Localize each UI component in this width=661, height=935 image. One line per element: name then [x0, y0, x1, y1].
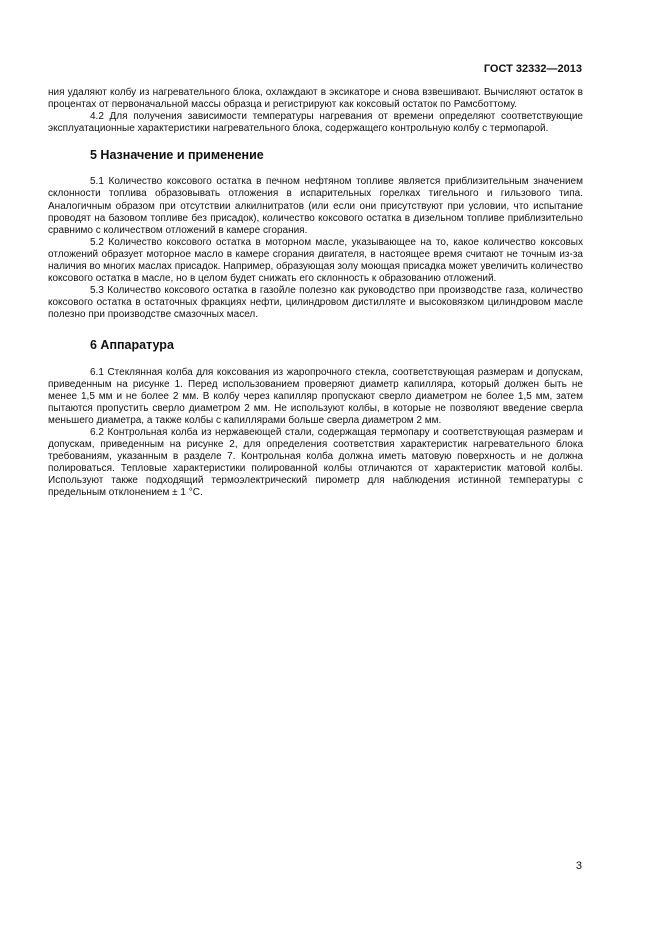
- paragraph-5-3: 5.3 Количество коксового остатка в газойле полезно как руководство при производстве газа, количество коксового остатка в остаточных фракциях нефти, цилиндровом дистилляте и высоковязком цилиндровом масле полезно при производстве смазочных масел.: [48, 285, 583, 321]
- section-heading-6: 6 Аппаратура: [90, 337, 174, 352]
- standard-number: ГОСТ 32332—2013: [483, 63, 582, 75]
- page-number: 3: [575, 860, 582, 872]
- document-body: [48, 87, 583, 500]
- paragraph-5-1: 5.1 Количество коксового остатка в печном нефтяном топливе является приблизительным значением склонности топлива образовывать отложения в испарительных горелках тигельного и гильзового типа. Аналогичным образом при отсутствии алкилнитратов (или если они присутствуют при условии, что испытание проводят на базовом топливе без присадок), количество коксового остатка в дизельном топливе приблизительно сравнимо с количеством отложений в камере сгорания.: [48, 176, 583, 236]
- paragraph-continuation: ния удаляют колбу из нагревательного блока, охлаждают в эксикаторе и снова взвешивают. Вычисляют остаток в процентах от первоначальной массы образца и регистрируют как коксовый остаток по Рамсботтому.: [48, 87, 583, 111]
- paragraph-6-1: 6.1 Стеклянная колба для коксования из жаропрочного стекла, соответствующая размерам и допускам, приведенным на рисунке 1. Перед использованием проверяют диаметр капилляра, который должен быть не менее 1,5 мм и не более 2 мм. В колбу через капилляр пропускают сверло диаметром не более 1,5 мм, затем пытаются пропустить сверло диаметром 2 мм. Не используют колбы, в которые не позволяют введение сверла меньшего диаметра, а также колбы с капиллярами больше сверла диаметром 2 мм.: [48, 366, 583, 426]
- paragraph-4-2: 4.2 Для получения зависимости температуры нагревания от времени определяют соответствующие эксплуатационные характеристики нагревательного блока, содержащего контрольную колбу с термопарой.: [48, 111, 583, 135]
- section-heading-5: 5 Назначение и применение: [90, 148, 264, 163]
- paragraph-5-2: 5.2 Количество коксового остатка в моторном масле, указывающее на то, какое количество коксовых отложений образует моторное масло в камере сгорания двигателя, в настоящее время считают не точным из-за наличия во многих маслах присадок. Например, образующая золу моющая присадка может увеличить количество коксового остатка в масле, но в целом будет снижать его склонность к образованию отложений.: [48, 236, 583, 285]
- paragraph-6-2: 6.2 Контрольная колба из нержавеющей стали, содержащая термопару и соответствующая размерам и допускам, приведенным на рисунке 2, для определения соответствия характеристик нагревательного блока требованиям, указанным в разделе 7. Контрольная колба должна иметь матовую поверхность и не должна полироваться. Тепловые характеристики полированной колбы отличаются от характеристик матовой колбы. Используют также подходящий термоэлектрический пирометр для наблюдения истинной температуры с предельным отклонением ± 1 °С.: [48, 426, 583, 499]
